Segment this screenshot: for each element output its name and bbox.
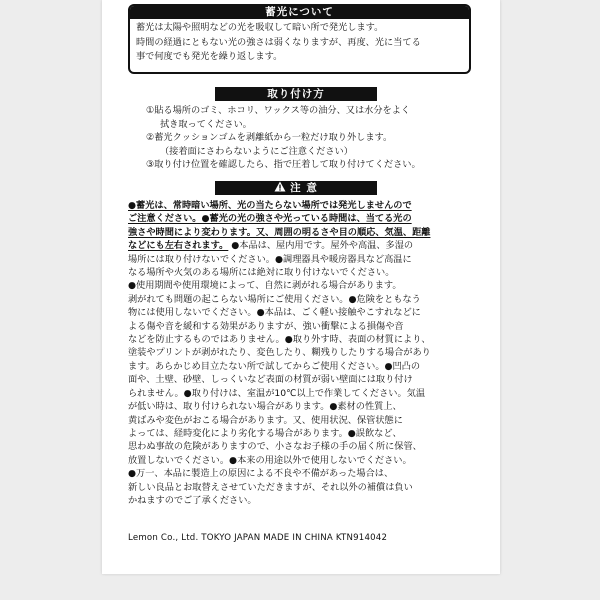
- caution-line: ●使用期間や使用環境によって、自然に剥がれる場合があります。: [128, 280, 402, 292]
- text-line: 時間の経過にともない光の強さは弱くなりますが、再度、光に当てる: [136, 36, 421, 48]
- caution-line: [128, 212, 478, 225]
- caution-line: などを防止するものではありません。●取り外す時、表面の材質により、: [128, 334, 431, 346]
- step-1-cont: 拭き取ってください。: [160, 118, 252, 130]
- caution-line-text: ご注意ください。●蓄光の光の強さや光っている時間は、当てる光の: [128, 213, 412, 225]
- caution-line: よっては、経時変化により劣化する場合があります。●誤飲など、: [128, 427, 402, 439]
- caution-heading: [215, 181, 377, 195]
- caution-title: 注 意: [290, 182, 318, 194]
- manufacturer-footer: Lemon Co., Ltd. TOKYO JAPAN MADE IN CHINA KTN914042: [128, 533, 388, 543]
- caution-line: 面や、土壁、砂壁、しっくいなど表面の材質が弱い壁面には取り付け: [128, 374, 413, 386]
- caution-line: 新しい良品とお取替えさせていただきますが、それ以外の補償は負い: [128, 481, 413, 493]
- caution-line: 剥がれても問題の起こらない場所にご使用ください。●危険をともなう: [128, 293, 421, 305]
- caution-line: 塗装やプリントが剥がれたり、変色したり、糊残りしたりする場合があり: [128, 347, 431, 359]
- warning-triangle-icon: [274, 181, 286, 192]
- caution-line: [128, 239, 478, 252]
- phosphorescence-info-box: [128, 4, 471, 74]
- caution-line: 強さや時間により変わります。又、周囲の明るさや目の順応、気温、距離: [128, 226, 431, 238]
- caution-line: 物には使用しないでください。●本品は、ごく軽い接触やこすれなどに: [128, 307, 421, 319]
- caution-line: 黄ばみや変色がおこる場合があります。又、使用状況、保管状態に: [128, 414, 403, 426]
- phosphorescence-text: [130, 19, 469, 65]
- caution-line: られません。●取り付けは、室温が10℃以上で作業してください。気温: [128, 387, 426, 399]
- caution-line: よる傷や音を緩和する効果がありますが、強い衝撃による損傷や音: [128, 320, 404, 332]
- caution-line: 思わぬ事故の危険がありますので、小さなお子様の手の届く所に保管、: [128, 441, 422, 453]
- step-1: ①貼る場所のゴミ、ホコリ、ワックス等の油分、又は水分をよく: [146, 105, 411, 116]
- installation-heading: 取り付け方: [215, 87, 377, 101]
- caution-line: 放置しないでください。●本来の用途以外で使用しないでください。: [128, 454, 412, 466]
- caution-line: なる場所や火気のある場所には絶対に取り付けないでください。: [128, 267, 395, 279]
- product-label: [102, 0, 500, 574]
- caution-line: が低い時は、取り付けられない場合があります。●素材の性質上、: [128, 401, 402, 413]
- caution-line: ます。あらかじめ目立たない所で試してからご使用ください。●凹凸の: [128, 360, 421, 372]
- caution-line: 場所には取り付けないでください。●調理器具や暖房器具など高温に: [128, 253, 412, 265]
- caution-text: [128, 199, 478, 507]
- caution-line: かねますのでご了承ください。: [128, 494, 257, 506]
- installation-steps: [146, 104, 421, 172]
- step-2-note: （接着面にさわらないようにご注意ください）: [160, 145, 353, 157]
- caution-line-text: [128, 240, 413, 251]
- caution-line: ●蓄光は、常時暗い場所、光の当たらない場所では発光しませんので: [128, 200, 412, 211]
- text-line: 事で何度でも発光を繰り返します。: [136, 51, 283, 62]
- caution-segment: ●本品は、屋内用です。屋外や高温、多湿の: [228, 240, 414, 252]
- step-2: ②蓄光クッションゴムを剥離紙から一粒だけ取り外します。: [146, 132, 393, 143]
- caution-line: ●万一、本品に製造上の原因による不良や不備があった場合は、: [128, 468, 394, 480]
- caution-segment: などにも左右されます。: [128, 240, 229, 252]
- phosphorescence-heading: 蓄光について: [130, 6, 469, 19]
- text-line: 蓄光は太陽や照明などの光を吸収して暗い所で発光します。: [136, 22, 384, 33]
- step-3: ③取り付け位置を確認したら、指で圧着して取り付けてください。: [146, 159, 421, 170]
